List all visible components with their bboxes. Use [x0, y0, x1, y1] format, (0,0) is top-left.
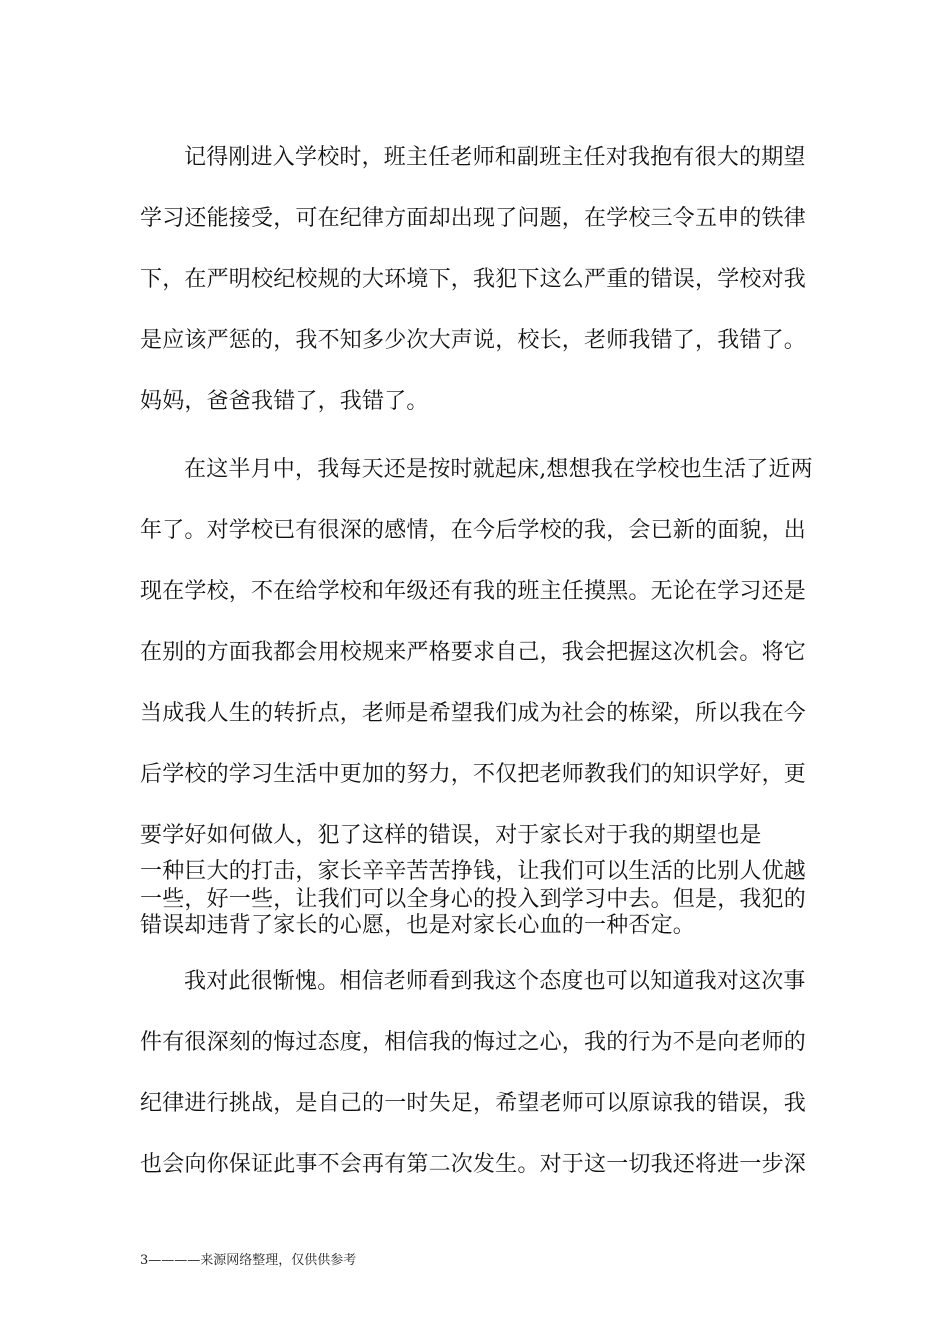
text-line: 也会向你保证此事不会再有第二次发生。对于这一切我还将进一步深 — [140, 1152, 807, 1177]
text-line: 要学好如何做人，犯了这样的错误，对于家长对于我的期望也是 — [140, 823, 762, 848]
text-line: 学习还能接受，可在纪律方面却出现了问题，在学校三令五申的铁律 — [140, 206, 807, 231]
text-line: 年了。对学校已有很深的感情，在今后学校的我，会已新的面貌，出 — [140, 518, 807, 543]
text-line: 妈妈，爸爸我错了，我错了。 — [140, 389, 429, 414]
text-line: 纪律进行挑战，是自己的一时失足，希望老师可以原谅我的错误，我 — [140, 1091, 807, 1116]
text-line: 一些，好一些，让我们可以全身心的投入到学习中去。但是，我犯的 — [140, 887, 807, 912]
text-line: 下，在严明校纪校规的大环境下，我犯下这么严重的错误，学校对我 — [140, 267, 807, 292]
text-line: 一种巨大的打击，家长辛辛苦苦挣钱，让我们可以生活的比别人优越 — [140, 859, 807, 884]
page-footer: 3————来源网络整理，仅供供参考 — [140, 1253, 357, 1268]
text-line: 现在学校，不在给学校和年级还有我的班主任摸黑。无论在学习还是 — [140, 579, 807, 604]
text-line: 在这半月中，我每天还是按时就起床,想想我在学校也生活了近两 — [184, 457, 813, 482]
text-line: 件有很深刻的悔过态度，相信我的悔过之心，我的行为不是向老师的 — [140, 1030, 807, 1055]
text-line: 记得刚进入学校时，班主任老师和副班主任对我抱有很大的期望 — [184, 145, 806, 170]
text-line: 我对此很惭愧。相信老师看到我这个态度也可以知道我对这次事 — [184, 969, 806, 994]
text-line: 错误却违背了家长的心愿，也是对家长心血的一种否定。 — [140, 913, 696, 938]
text-line: 是应该严惩的，我不知多少次大声说，校长，老师我错了，我错了。 — [140, 328, 807, 353]
text-line: 当成我人生的转折点，老师是希望我们成为社会的栋梁，所以我在今 — [140, 701, 807, 726]
text-line: 后学校的学习生活中更加的努力，不仅把老师教我们的知识学好，更 — [140, 762, 807, 787]
text-line: 在别的方面我都会用校规来严格要求自己，我会把握这次机会。将它 — [140, 640, 807, 665]
